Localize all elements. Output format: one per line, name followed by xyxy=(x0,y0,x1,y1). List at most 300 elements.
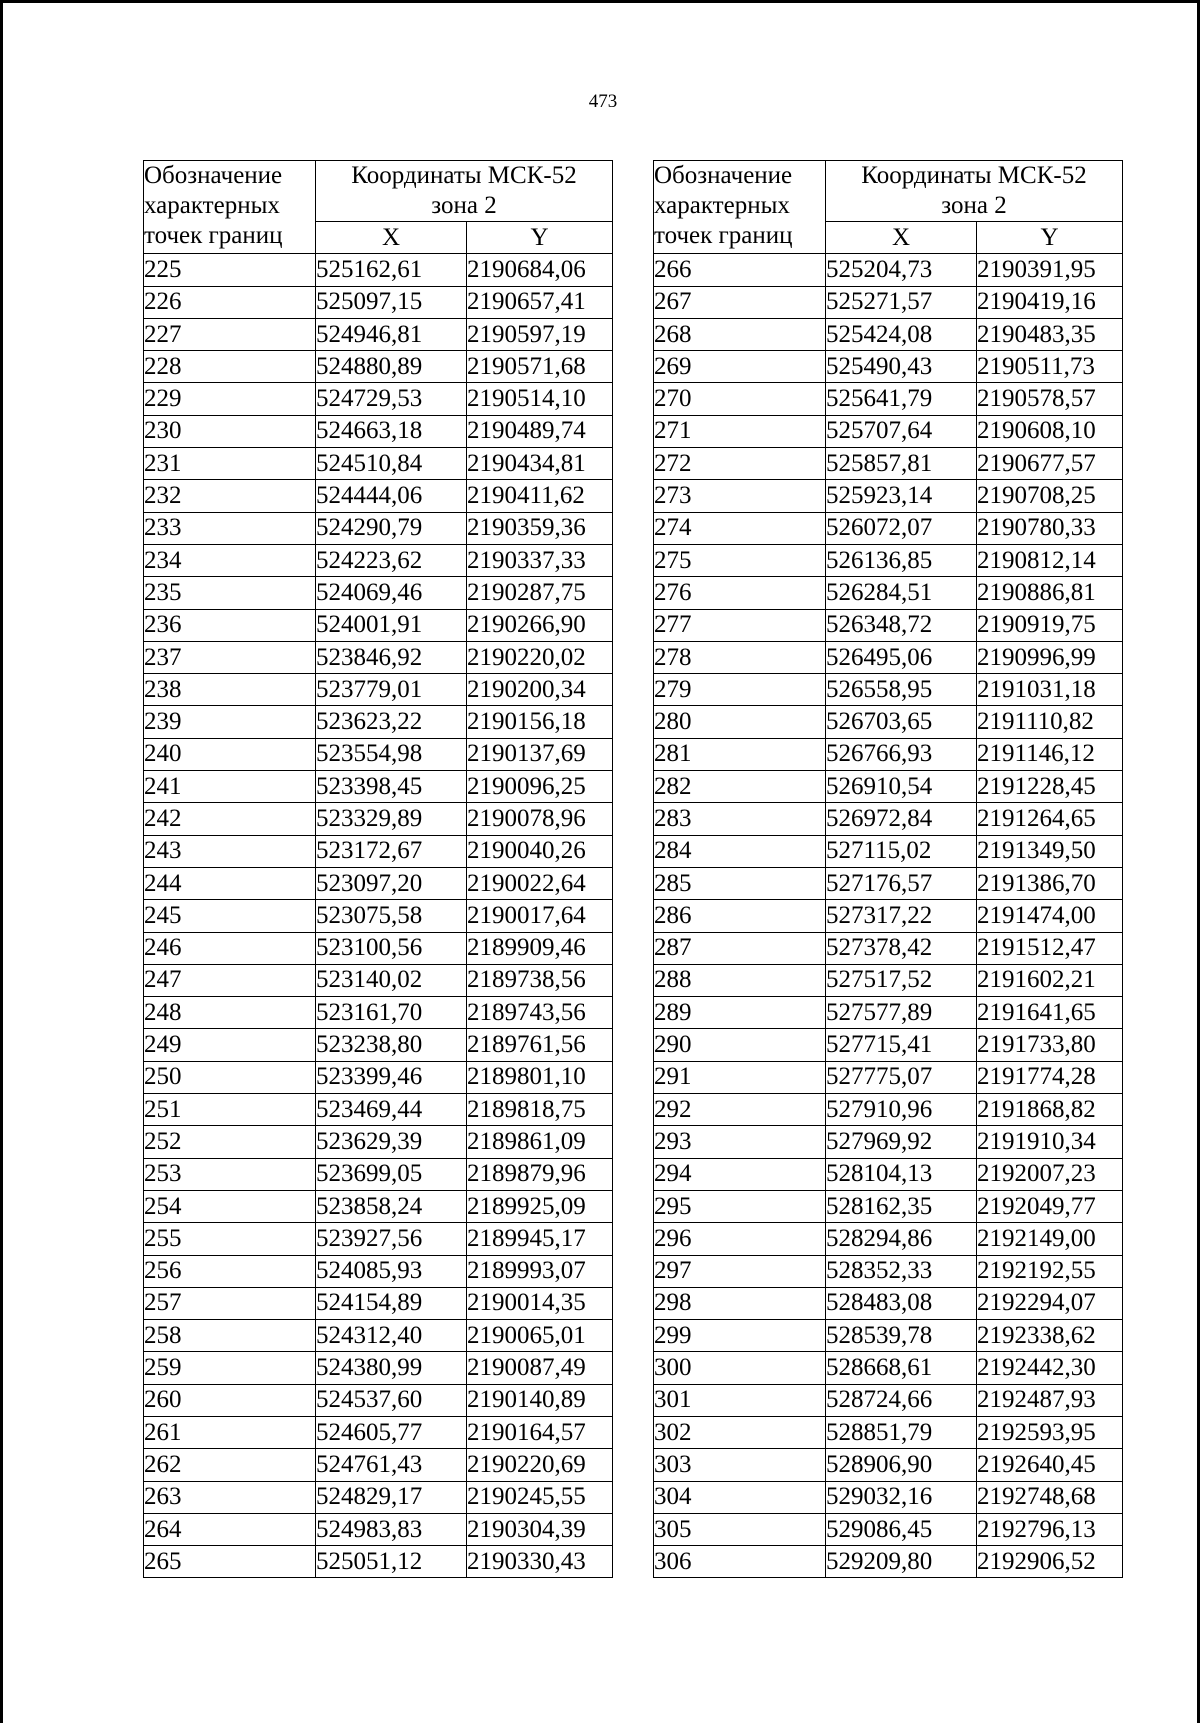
y-coordinate-cell: 2191474,00 xyxy=(977,900,1123,932)
table-row xyxy=(654,480,1123,512)
point-id-cell: 302 xyxy=(654,1416,826,1448)
x-coordinate-cell: 524444,06 xyxy=(316,480,467,512)
y-coordinate-cell: 2189925,09 xyxy=(467,1190,613,1222)
y-coordinate-cell: 2190337,33 xyxy=(467,544,613,576)
table-row xyxy=(144,1320,613,1352)
x-coordinate-cell: 524154,89 xyxy=(316,1287,467,1319)
y-coordinate-cell: 2190245,55 xyxy=(467,1481,613,1513)
table-row xyxy=(144,706,613,738)
point-id-cell: 286 xyxy=(654,900,826,932)
table-row xyxy=(654,286,1123,318)
y-coordinate-cell: 2191031,18 xyxy=(977,674,1123,706)
y-coordinate-cell: 2190287,75 xyxy=(467,577,613,609)
x-coordinate-cell: 524380,99 xyxy=(316,1352,467,1384)
y-coordinate-cell: 2191228,45 xyxy=(977,771,1123,803)
x-coordinate-cell: 524537,60 xyxy=(316,1384,467,1416)
point-id-cell: 250 xyxy=(144,1061,316,1093)
y-coordinate-cell: 2190411,62 xyxy=(467,480,613,512)
point-id-cell: 281 xyxy=(654,738,826,770)
x-coordinate-cell: 523100,56 xyxy=(316,932,467,964)
point-id-cell: 226 xyxy=(144,286,316,318)
point-id-cell: 230 xyxy=(144,415,316,447)
x-coordinate-cell: 526284,51 xyxy=(826,577,977,609)
y-coordinate-cell: 2190996,99 xyxy=(977,641,1123,673)
point-id-cell: 292 xyxy=(654,1094,826,1126)
y-coordinate-cell: 2190137,69 xyxy=(467,738,613,770)
y-coordinate-cell: 2192338,62 xyxy=(977,1320,1123,1352)
y-coordinate-cell: 2191910,34 xyxy=(977,1126,1123,1158)
x-coordinate-cell: 523161,70 xyxy=(316,997,467,1029)
point-id-cell: 293 xyxy=(654,1126,826,1158)
x-coordinate-cell: 523097,20 xyxy=(316,867,467,899)
x-coordinate-cell: 523398,45 xyxy=(316,771,467,803)
table-row xyxy=(144,1384,613,1416)
table-row xyxy=(654,867,1123,899)
table-row xyxy=(144,609,613,641)
point-id-cell: 261 xyxy=(144,1416,316,1448)
point-designation-header: Обозначение характерных точек границ xyxy=(144,161,316,254)
table-row xyxy=(654,1287,1123,1319)
y-coordinate-cell: 2190140,89 xyxy=(467,1384,613,1416)
point-id-cell: 270 xyxy=(654,383,826,415)
point-id-cell: 239 xyxy=(144,706,316,738)
y-coordinate-cell: 2192796,13 xyxy=(977,1513,1123,1545)
point-designation-header: Обозначение характерных точек границ xyxy=(654,161,826,254)
y-coordinate-cell: 2189818,75 xyxy=(467,1094,613,1126)
table-row xyxy=(654,1320,1123,1352)
table-row xyxy=(144,900,613,932)
point-id-cell: 248 xyxy=(144,997,316,1029)
table-row xyxy=(144,1190,613,1222)
table-row xyxy=(654,964,1123,996)
x-coordinate-cell: 525204,73 xyxy=(826,254,977,286)
x-coordinate-cell: 527715,41 xyxy=(826,1029,977,1061)
point-id-cell: 299 xyxy=(654,1320,826,1352)
x-column-header: X xyxy=(826,222,977,254)
point-id-cell: 287 xyxy=(654,932,826,964)
table-row xyxy=(654,544,1123,576)
table-row xyxy=(654,1449,1123,1481)
x-coordinate-cell: 524510,84 xyxy=(316,448,467,480)
y-coordinate-cell: 2190780,33 xyxy=(977,512,1123,544)
table-row xyxy=(654,738,1123,770)
table-row xyxy=(654,1190,1123,1222)
y-coordinate-cell: 2192640,45 xyxy=(977,1449,1123,1481)
y-coordinate-cell: 2192906,52 xyxy=(977,1546,1123,1578)
y-column-header: Y xyxy=(467,222,613,254)
point-id-cell: 228 xyxy=(144,351,316,383)
point-id-cell: 264 xyxy=(144,1513,316,1545)
y-coordinate-cell: 2190886,81 xyxy=(977,577,1123,609)
point-id-cell: 296 xyxy=(654,1223,826,1255)
table-row xyxy=(144,1546,613,1578)
point-id-cell: 300 xyxy=(654,1352,826,1384)
point-id-cell: 241 xyxy=(144,771,316,803)
x-coordinate-cell: 524312,40 xyxy=(316,1320,467,1352)
table-row xyxy=(144,803,613,835)
point-id-cell: 272 xyxy=(654,448,826,480)
x-coordinate-cell: 523629,39 xyxy=(316,1126,467,1158)
table-row xyxy=(654,835,1123,867)
y-coordinate-cell: 2190359,36 xyxy=(467,512,613,544)
point-id-cell: 254 xyxy=(144,1190,316,1222)
y-coordinate-cell: 2192294,07 xyxy=(977,1287,1123,1319)
point-id-cell: 255 xyxy=(144,1223,316,1255)
x-coordinate-cell: 523858,24 xyxy=(316,1190,467,1222)
point-id-cell: 233 xyxy=(144,512,316,544)
table-row xyxy=(144,1416,613,1448)
x-coordinate-cell: 524946,81 xyxy=(316,318,467,350)
point-id-cell: 276 xyxy=(654,577,826,609)
x-coordinate-cell: 523238,80 xyxy=(316,1029,467,1061)
point-id-cell: 267 xyxy=(654,286,826,318)
x-coordinate-cell: 524001,91 xyxy=(316,609,467,641)
table-row xyxy=(144,1481,613,1513)
y-coordinate-cell: 2191146,12 xyxy=(977,738,1123,770)
y-coordinate-cell: 2191602,21 xyxy=(977,964,1123,996)
point-id-cell: 290 xyxy=(654,1029,826,1061)
y-coordinate-cell: 2190330,43 xyxy=(467,1546,613,1578)
table-row xyxy=(144,771,613,803)
point-id-cell: 266 xyxy=(654,254,826,286)
x-coordinate-cell: 525271,57 xyxy=(826,286,977,318)
y-coordinate-cell: 2190419,16 xyxy=(977,286,1123,318)
x-coordinate-cell: 523172,67 xyxy=(316,835,467,867)
y-coordinate-cell: 2190078,96 xyxy=(467,803,613,835)
point-id-cell: 265 xyxy=(144,1546,316,1578)
x-coordinate-cell: 524290,79 xyxy=(316,512,467,544)
point-id-cell: 247 xyxy=(144,964,316,996)
point-id-cell: 278 xyxy=(654,641,826,673)
point-id-cell: 236 xyxy=(144,609,316,641)
y-coordinate-cell: 2191110,82 xyxy=(977,706,1123,738)
table-row xyxy=(654,1094,1123,1126)
point-id-cell: 263 xyxy=(144,1481,316,1513)
x-coordinate-cell: 523554,98 xyxy=(316,738,467,770)
point-id-cell: 256 xyxy=(144,1255,316,1287)
x-coordinate-cell: 527176,57 xyxy=(826,867,977,899)
table-row xyxy=(654,415,1123,447)
point-id-cell: 269 xyxy=(654,351,826,383)
y-coordinate-cell: 2190096,25 xyxy=(467,771,613,803)
point-id-cell: 273 xyxy=(654,480,826,512)
point-id-cell: 245 xyxy=(144,900,316,932)
x-coordinate-cell: 526136,85 xyxy=(826,544,977,576)
table-row xyxy=(654,609,1123,641)
point-id-cell: 246 xyxy=(144,932,316,964)
y-coordinate-cell: 2191349,50 xyxy=(977,835,1123,867)
x-coordinate-cell: 523927,56 xyxy=(316,1223,467,1255)
y-coordinate-cell: 2190511,73 xyxy=(977,351,1123,383)
y-column-header: Y xyxy=(977,222,1123,254)
table-row xyxy=(654,803,1123,835)
table-row xyxy=(654,383,1123,415)
point-id-cell: 235 xyxy=(144,577,316,609)
x-coordinate-cell: 528724,66 xyxy=(826,1384,977,1416)
y-coordinate-cell: 2191641,65 xyxy=(977,997,1123,1029)
x-coordinate-cell: 526703,65 xyxy=(826,706,977,738)
table-row xyxy=(654,997,1123,1029)
table-row xyxy=(144,383,613,415)
coordinates-system-header: Координаты МСК-52 зона 2 xyxy=(826,161,1123,222)
x-coordinate-cell: 527577,89 xyxy=(826,997,977,1029)
y-coordinate-cell: 2190220,69 xyxy=(467,1449,613,1481)
y-coordinate-cell: 2190391,95 xyxy=(977,254,1123,286)
x-coordinate-cell: 528352,33 xyxy=(826,1255,977,1287)
point-id-cell: 243 xyxy=(144,835,316,867)
point-id-cell: 229 xyxy=(144,383,316,415)
x-coordinate-cell: 528906,90 xyxy=(826,1449,977,1481)
y-coordinate-cell: 2191386,70 xyxy=(977,867,1123,899)
y-coordinate-cell: 2189993,07 xyxy=(467,1255,613,1287)
x-coordinate-cell: 525051,12 xyxy=(316,1546,467,1578)
x-coordinate-cell: 524605,77 xyxy=(316,1416,467,1448)
table-row xyxy=(144,448,613,480)
x-coordinate-cell: 523329,89 xyxy=(316,803,467,835)
point-id-cell: 234 xyxy=(144,544,316,576)
table-row xyxy=(144,1513,613,1545)
y-coordinate-cell: 2190065,01 xyxy=(467,1320,613,1352)
point-id-cell: 232 xyxy=(144,480,316,512)
point-id-cell: 244 xyxy=(144,867,316,899)
y-coordinate-cell: 2190489,74 xyxy=(467,415,613,447)
y-coordinate-cell: 2190014,35 xyxy=(467,1287,613,1319)
table-row xyxy=(144,1223,613,1255)
table-row xyxy=(654,512,1123,544)
x-coordinate-cell: 524069,46 xyxy=(316,577,467,609)
table-body xyxy=(144,254,613,1578)
point-id-cell: 305 xyxy=(654,1513,826,1545)
y-coordinate-cell: 2190017,64 xyxy=(467,900,613,932)
x-column-header: X xyxy=(316,222,467,254)
x-coordinate-cell: 528162,35 xyxy=(826,1190,977,1222)
x-coordinate-cell: 524829,17 xyxy=(316,1481,467,1513)
x-coordinate-cell: 523779,01 xyxy=(316,674,467,706)
table-row xyxy=(654,1384,1123,1416)
table-row xyxy=(144,318,613,350)
table-row xyxy=(654,577,1123,609)
x-coordinate-cell: 528668,61 xyxy=(826,1352,977,1384)
y-coordinate-cell: 2190812,14 xyxy=(977,544,1123,576)
coordinates-system-header: Координаты МСК-52 зона 2 xyxy=(316,161,613,222)
y-coordinate-cell: 2190266,90 xyxy=(467,609,613,641)
table-row xyxy=(144,415,613,447)
x-coordinate-cell: 528483,08 xyxy=(826,1287,977,1319)
x-coordinate-cell: 525162,61 xyxy=(316,254,467,286)
table-row xyxy=(654,1352,1123,1384)
x-coordinate-cell: 525923,14 xyxy=(826,480,977,512)
x-coordinate-cell: 525490,43 xyxy=(826,351,977,383)
x-coordinate-cell: 527115,02 xyxy=(826,835,977,867)
y-coordinate-cell: 2190434,81 xyxy=(467,448,613,480)
table-row xyxy=(144,738,613,770)
y-coordinate-cell: 2191264,65 xyxy=(977,803,1123,835)
point-id-cell: 225 xyxy=(144,254,316,286)
table-row xyxy=(144,997,613,1029)
table-row xyxy=(654,1029,1123,1061)
table-row xyxy=(654,674,1123,706)
y-coordinate-cell: 2191868,82 xyxy=(977,1094,1123,1126)
table-row xyxy=(144,932,613,964)
x-coordinate-cell: 528104,13 xyxy=(826,1158,977,1190)
x-coordinate-cell: 525641,79 xyxy=(826,383,977,415)
point-id-cell: 275 xyxy=(654,544,826,576)
point-id-cell: 289 xyxy=(654,997,826,1029)
y-coordinate-cell: 2190571,68 xyxy=(467,351,613,383)
y-coordinate-cell: 2190708,25 xyxy=(977,480,1123,512)
point-id-cell: 295 xyxy=(654,1190,826,1222)
table-row xyxy=(144,674,613,706)
x-coordinate-cell: 529032,16 xyxy=(826,1481,977,1513)
point-id-cell: 291 xyxy=(654,1061,826,1093)
y-coordinate-cell: 2190919,75 xyxy=(977,609,1123,641)
x-coordinate-cell: 527910,96 xyxy=(826,1094,977,1126)
y-coordinate-cell: 2190156,18 xyxy=(467,706,613,738)
table-row xyxy=(654,1481,1123,1513)
point-id-cell: 283 xyxy=(654,803,826,835)
table-row xyxy=(144,1287,613,1319)
x-coordinate-cell: 528539,78 xyxy=(826,1320,977,1352)
point-id-cell: 237 xyxy=(144,641,316,673)
point-id-cell: 252 xyxy=(144,1126,316,1158)
y-coordinate-cell: 2190608,10 xyxy=(977,415,1123,447)
point-id-cell: 240 xyxy=(144,738,316,770)
y-coordinate-cell: 2189909,46 xyxy=(467,932,613,964)
y-coordinate-cell: 2190164,57 xyxy=(467,1416,613,1448)
point-id-cell: 271 xyxy=(654,415,826,447)
table-row xyxy=(654,1061,1123,1093)
table-row xyxy=(144,480,613,512)
x-coordinate-cell: 525097,15 xyxy=(316,286,467,318)
point-id-cell: 301 xyxy=(654,1384,826,1416)
y-coordinate-cell: 2189761,56 xyxy=(467,1029,613,1061)
x-coordinate-cell: 524729,53 xyxy=(316,383,467,415)
table-row xyxy=(144,1255,613,1287)
point-id-cell: 253 xyxy=(144,1158,316,1190)
x-coordinate-cell: 524223,62 xyxy=(316,544,467,576)
table-row xyxy=(654,641,1123,673)
point-id-cell: 242 xyxy=(144,803,316,835)
point-id-cell: 274 xyxy=(654,512,826,544)
point-id-cell: 258 xyxy=(144,1320,316,1352)
point-id-cell: 285 xyxy=(654,867,826,899)
table-row xyxy=(144,964,613,996)
x-coordinate-cell: 529209,80 xyxy=(826,1546,977,1578)
x-coordinate-cell: 526910,54 xyxy=(826,771,977,803)
table-row xyxy=(654,1223,1123,1255)
table-row xyxy=(144,254,613,286)
y-coordinate-cell: 2192192,55 xyxy=(977,1255,1123,1287)
table-row xyxy=(144,1352,613,1384)
table-row xyxy=(144,512,613,544)
point-id-cell: 298 xyxy=(654,1287,826,1319)
y-coordinate-cell: 2192149,00 xyxy=(977,1223,1123,1255)
table-row xyxy=(654,1126,1123,1158)
x-coordinate-cell: 526072,07 xyxy=(826,512,977,544)
x-coordinate-cell: 526972,84 xyxy=(826,803,977,835)
table-row xyxy=(654,1546,1123,1578)
x-coordinate-cell: 527317,22 xyxy=(826,900,977,932)
point-id-cell: 231 xyxy=(144,448,316,480)
x-coordinate-cell: 526558,95 xyxy=(826,674,977,706)
x-coordinate-cell: 528294,86 xyxy=(826,1223,977,1255)
point-id-cell: 257 xyxy=(144,1287,316,1319)
table-row xyxy=(654,932,1123,964)
y-coordinate-cell: 2191733,80 xyxy=(977,1029,1123,1061)
x-coordinate-cell: 526495,06 xyxy=(826,641,977,673)
x-coordinate-cell: 524085,93 xyxy=(316,1255,467,1287)
x-coordinate-cell: 523140,02 xyxy=(316,964,467,996)
table-row xyxy=(144,641,613,673)
x-coordinate-cell: 523399,46 xyxy=(316,1061,467,1093)
y-coordinate-cell: 2190200,34 xyxy=(467,674,613,706)
table-row xyxy=(144,351,613,383)
x-coordinate-cell: 523699,05 xyxy=(316,1158,467,1190)
y-coordinate-cell: 2189861,09 xyxy=(467,1126,613,1158)
y-coordinate-cell: 2191774,28 xyxy=(977,1061,1123,1093)
x-coordinate-cell: 525707,64 xyxy=(826,415,977,447)
table-row xyxy=(654,1255,1123,1287)
y-coordinate-cell: 2189801,10 xyxy=(467,1061,613,1093)
point-id-cell: 280 xyxy=(654,706,826,738)
point-id-cell: 259 xyxy=(144,1352,316,1384)
point-id-cell: 268 xyxy=(654,318,826,350)
point-id-cell: 294 xyxy=(654,1158,826,1190)
point-id-cell: 227 xyxy=(144,318,316,350)
x-coordinate-cell: 523623,22 xyxy=(316,706,467,738)
x-coordinate-cell: 527517,52 xyxy=(826,964,977,996)
point-id-cell: 284 xyxy=(654,835,826,867)
table-row xyxy=(654,900,1123,932)
point-id-cell: 282 xyxy=(654,771,826,803)
x-coordinate-cell: 527378,42 xyxy=(826,932,977,964)
table-row xyxy=(144,1094,613,1126)
x-coordinate-cell: 523469,44 xyxy=(316,1094,467,1126)
x-coordinate-cell: 527775,07 xyxy=(826,1061,977,1093)
x-coordinate-cell: 524761,43 xyxy=(316,1449,467,1481)
y-coordinate-cell: 2190220,02 xyxy=(467,641,613,673)
x-coordinate-cell: 526766,93 xyxy=(826,738,977,770)
point-id-cell: 297 xyxy=(654,1255,826,1287)
x-coordinate-cell: 529086,45 xyxy=(826,1513,977,1545)
table-row xyxy=(654,448,1123,480)
table-row xyxy=(144,1158,613,1190)
y-coordinate-cell: 2190040,26 xyxy=(467,835,613,867)
table-row xyxy=(654,771,1123,803)
y-coordinate-cell: 2190514,10 xyxy=(467,383,613,415)
table-row xyxy=(654,351,1123,383)
y-coordinate-cell: 2190597,19 xyxy=(467,318,613,350)
y-coordinate-cell: 2189738,56 xyxy=(467,964,613,996)
point-id-cell: 249 xyxy=(144,1029,316,1061)
x-coordinate-cell: 528851,79 xyxy=(826,1416,977,1448)
y-coordinate-cell: 2190304,39 xyxy=(467,1513,613,1545)
x-coordinate-cell: 524663,18 xyxy=(316,415,467,447)
y-coordinate-cell: 2190087,49 xyxy=(467,1352,613,1384)
y-coordinate-cell: 2190657,41 xyxy=(467,286,613,318)
y-coordinate-cell: 2190483,35 xyxy=(977,318,1123,350)
x-coordinate-cell: 523846,92 xyxy=(316,641,467,673)
table-row xyxy=(654,1158,1123,1190)
table-row xyxy=(144,544,613,576)
table-row xyxy=(144,867,613,899)
table-row xyxy=(654,1513,1123,1545)
table-row xyxy=(144,286,613,318)
coordinates-table-left xyxy=(143,160,613,1578)
y-coordinate-cell: 2189945,17 xyxy=(467,1223,613,1255)
point-id-cell: 306 xyxy=(654,1546,826,1578)
table-row xyxy=(654,318,1123,350)
